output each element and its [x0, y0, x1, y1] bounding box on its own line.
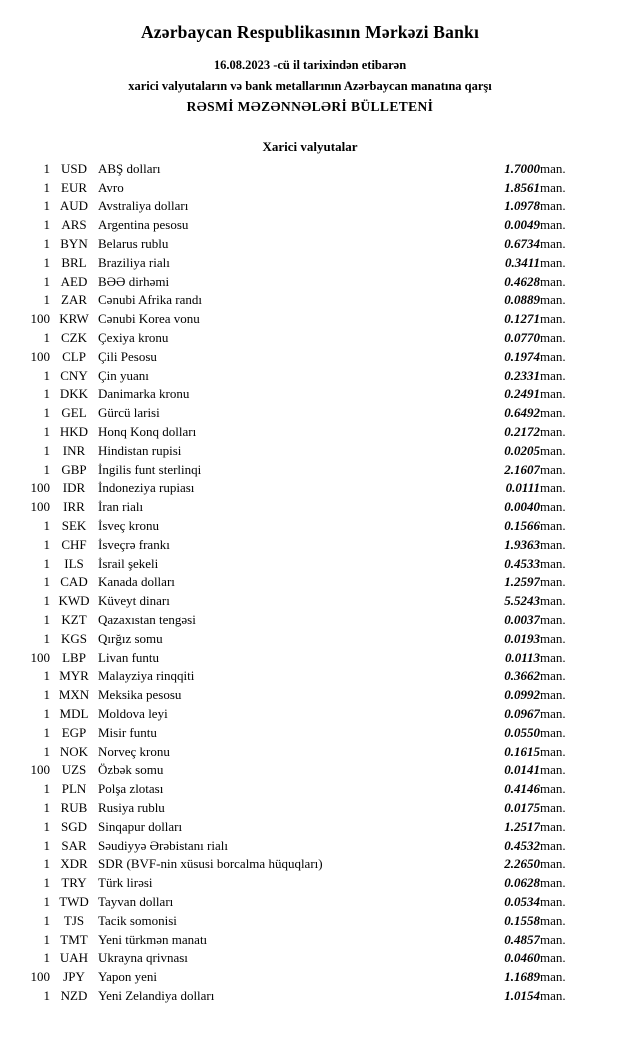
unit-cell: man. [540, 987, 566, 1003]
currency-code-cell: SEK [61, 518, 87, 534]
quantity-cell: 100 [30, 311, 50, 327]
currency-name-cell: İngilis funt sterlinqi [98, 461, 202, 477]
currency-code-cell: TMT [60, 931, 88, 947]
currency-name-cell: Rusiya rublu [98, 799, 165, 815]
currency-code-cell: CZK [61, 330, 87, 346]
quantity-cell: 1 [43, 461, 50, 477]
quantity-cell: 1 [43, 273, 50, 289]
quantity-cell: 1 [43, 706, 50, 721]
unit-cell: man. [540, 555, 566, 571]
currency-name-cell: Livan funtu [98, 649, 160, 665]
currency-name-cell: Gürcü larisi [98, 405, 160, 421]
unit-cell: man. [540, 236, 566, 252]
currency-name-cell: Malayziya rinqqiti [98, 668, 195, 684]
rate-value-cell: 0.0111 [505, 480, 540, 496]
rate-value-cell: 1.9363 [504, 536, 540, 552]
table-row [0, 498, 620, 517]
currency-name-cell: İndoneziya rupiası [98, 480, 195, 496]
table-row [0, 592, 620, 611]
table-row [0, 291, 620, 310]
unit-cell: man. [540, 950, 566, 966]
currency-name-cell: Avro [98, 179, 124, 195]
rate-value-cell: 0.0037 [504, 612, 540, 628]
currency-code-cell: TRY [61, 875, 87, 891]
unit-cell: man. [540, 931, 566, 947]
rate-value-cell: 0.0534 [504, 893, 540, 909]
unit-cell: man. [540, 160, 566, 176]
currency-code-cell: KRW [59, 311, 89, 327]
currency-name-cell: Sinqapur dolları [98, 818, 183, 834]
unit-cell: man. [540, 405, 566, 421]
currency-code-cell: USD [60, 160, 87, 176]
unit-cell: man. [540, 273, 566, 289]
table-row [0, 893, 620, 912]
table-row [0, 723, 620, 742]
rate-value-cell: 0.0992 [504, 687, 540, 703]
quantity-cell: 1 [43, 518, 50, 534]
rate-value-cell: 0.0040 [504, 499, 540, 515]
currency-name-cell: Türk lirəsi [98, 875, 153, 891]
currency-name-cell: Çin yuanı [98, 367, 149, 383]
rate-value-cell: 0.0205 [504, 442, 540, 458]
rate-value-cell: 0.1615 [504, 743, 540, 759]
table-row [0, 460, 620, 479]
bulletin-title: RƏSMİ MƏZƏNNƏLƏRİ BÜLLETENİ [186, 98, 434, 114]
currency-name-cell: BƏƏ dirhəmi [98, 273, 170, 289]
rate-value-cell: 0.1974 [504, 348, 540, 364]
currency-code-cell: LBP [62, 649, 86, 665]
quantity-cell: 1 [43, 254, 50, 270]
currency-name-cell: Cənubi Afrika randı [98, 292, 202, 308]
quantity-cell: 1 [43, 856, 50, 872]
rate-value-cell: 2.2650 [504, 856, 540, 872]
rate-value-cell: 0.6734 [504, 236, 540, 252]
table-row [0, 404, 620, 423]
currency-code-cell: INR [62, 442, 86, 458]
currency-code-cell: CLP [62, 348, 86, 364]
currency-code-cell: SGD [60, 818, 87, 834]
unit-cell: man. [540, 367, 566, 383]
rate-value-cell: 0.4533 [504, 555, 540, 571]
rate-value-cell: 0.0889 [504, 292, 540, 308]
quantity-cell: 1 [43, 818, 50, 834]
quantity-cell: 1 [43, 912, 50, 928]
table-row [0, 836, 620, 855]
table-row [0, 197, 620, 216]
unit-cell: man. [540, 480, 566, 496]
table-row [0, 761, 620, 780]
table-row [0, 423, 620, 442]
currency-name-cell: Tacik somonisi [98, 912, 177, 928]
currency-name-cell: Avstraliya dolları [98, 198, 189, 214]
table-row [0, 987, 620, 1006]
table-row [0, 366, 620, 385]
table-row [0, 817, 620, 836]
subject-line: xarici valyutaların və bank metallarının Azərbaycan manatına qarşı [128, 79, 492, 94]
unit-cell: man. [540, 198, 566, 214]
effective-date-line: 16.08.2023 -cü il tarixindən etibarən [213, 58, 407, 72]
unit-cell: man. [540, 875, 566, 891]
currency-name-cell: İsveçrə frankı [98, 536, 170, 552]
table-row [0, 253, 620, 272]
table-row [0, 178, 620, 197]
table-row [0, 329, 620, 348]
unit-cell: man. [540, 799, 566, 815]
rate-value-cell: 0.0049 [504, 217, 540, 233]
table-row [0, 742, 620, 761]
rate-value-cell: 0.4146 [504, 781, 540, 797]
table-row [0, 441, 620, 460]
unit-cell: man. [540, 649, 566, 665]
currency-name-cell: İsveç kronu [98, 518, 160, 534]
table-row [0, 554, 620, 573]
quantity-cell: 100 [30, 762, 50, 778]
currency-code-cell: XDR [60, 856, 88, 872]
quantity-cell: 100 [30, 969, 50, 985]
currency-name-cell: ABŞ dolları [98, 160, 161, 176]
unit-cell: man. [540, 762, 566, 778]
currency-code-cell: JPY [63, 969, 85, 985]
currency-code-cell: CNY [60, 367, 88, 383]
unit-cell: man. [540, 311, 566, 327]
rate-value-cell: 0.0967 [504, 706, 540, 721]
rate-value-cell: 0.0193 [504, 630, 540, 646]
table-row [0, 799, 620, 818]
unit-cell: man. [540, 668, 566, 684]
quantity-cell: 1 [43, 743, 50, 759]
quantity-cell: 1 [43, 330, 50, 346]
table-row [0, 160, 620, 179]
quantity-cell: 1 [43, 724, 50, 740]
unit-cell: man. [540, 254, 566, 270]
unit-cell: man. [540, 969, 566, 985]
quantity-cell: 1 [43, 950, 50, 966]
rate-value-cell: 0.1558 [504, 912, 540, 928]
currency-code-cell: EUR [61, 179, 87, 195]
quantity-cell: 100 [30, 480, 50, 496]
rate-value-cell: 1.8561 [504, 179, 540, 195]
quantity-cell: 1 [43, 630, 50, 646]
quantity-cell: 1 [43, 837, 50, 853]
currency-name-cell: İran rialı [98, 499, 144, 515]
quantity-cell: 1 [43, 179, 50, 195]
currency-name-cell: Cənubi Korea vonu [98, 311, 200, 327]
rate-value-cell: 0.3662 [504, 668, 540, 684]
currency-name-cell: Qazaxıstan tengəsi [98, 612, 196, 628]
currency-code-cell: BRL [61, 254, 87, 270]
currency-code-cell: GEL [61, 405, 87, 421]
rate-value-cell: 0.0141 [504, 762, 540, 778]
table-row [0, 479, 620, 498]
currency-code-cell: UAH [59, 950, 89, 966]
unit-cell: man. [540, 330, 566, 346]
currency-name-cell: Ukrayna qrivnası [98, 950, 188, 966]
table-row [0, 911, 620, 930]
currency-name-cell: Misir funtu [98, 724, 157, 740]
currency-code-cell: KGS [60, 630, 87, 646]
table-row [0, 385, 620, 404]
unit-cell: man. [540, 593, 566, 609]
table-row [0, 780, 620, 799]
table-row [0, 535, 620, 554]
quantity-cell: 1 [43, 292, 50, 308]
unit-cell: man. [540, 461, 566, 477]
table-row [0, 705, 620, 724]
currency-code-cell: TJS [63, 912, 85, 928]
bank-name: Azərbaycan Respublikasının Mərkəzi Bankı [140, 22, 480, 42]
exchange-rates-table-body [0, 160, 620, 1006]
currency-code-cell: NZD [60, 987, 88, 1003]
rate-value-cell: 0.0175 [504, 799, 540, 815]
table-row [0, 629, 620, 648]
unit-cell: man. [540, 574, 566, 590]
quantity-cell: 1 [43, 555, 50, 571]
unit-cell: man. [540, 893, 566, 909]
rate-value-cell: 1.0154 [504, 987, 540, 1003]
currency-name-cell: Özbək somu [98, 762, 164, 778]
currency-code-cell: BYN [60, 236, 88, 252]
unit-cell: man. [540, 442, 566, 458]
quantity-cell: 1 [43, 536, 50, 552]
table-row [0, 216, 620, 235]
table-row [0, 573, 620, 592]
currency-name-cell: Braziliya rialı [98, 254, 170, 270]
currency-code-cell: MXN [58, 687, 90, 703]
unit-cell: man. [540, 724, 566, 740]
rate-value-cell: 0.0460 [504, 950, 540, 966]
table-row [0, 686, 620, 705]
unit-cell: man. [540, 179, 566, 195]
currency-code-cell: KWD [58, 593, 90, 609]
currency-name-cell: Moldova leyi [98, 706, 168, 721]
unit-cell: man. [540, 217, 566, 233]
unit-cell: man. [540, 424, 566, 440]
currency-name-cell: Argentina pesosu [98, 217, 189, 233]
quantity-cell: 1 [43, 236, 50, 252]
currency-code-cell: MDL [59, 706, 89, 721]
table-row [0, 611, 620, 630]
unit-cell: man. [540, 837, 566, 853]
rate-value-cell: 1.0978 [504, 198, 540, 214]
currency-code-cell: UZS [61, 762, 87, 778]
currency-code-cell: CHF [61, 536, 87, 552]
currency-name-cell: Belarus rublu [98, 236, 169, 252]
currency-code-cell: ILS [64, 555, 84, 571]
unit-cell: man. [540, 912, 566, 928]
rate-value-cell: 1.2597 [504, 574, 540, 590]
quantity-cell: 1 [43, 987, 50, 1003]
currency-name-cell: SDR (BVF-nin xüsusi borcalma hüquqları) [98, 856, 323, 872]
unit-cell: man. [540, 630, 566, 646]
rate-value-cell: 1.2517 [504, 818, 540, 834]
currency-name-cell: Qırğız somu [98, 630, 163, 646]
rate-value-cell: 0.2491 [504, 386, 540, 402]
currency-name-cell: Hindistan rupisi [98, 442, 182, 458]
currency-code-cell: TWD [59, 893, 89, 909]
quantity-cell: 1 [43, 367, 50, 383]
quantity-cell: 1 [43, 931, 50, 947]
quantity-cell: 1 [43, 593, 50, 609]
unit-cell: man. [540, 743, 566, 759]
quantity-cell: 1 [43, 799, 50, 815]
unit-cell: man. [540, 856, 566, 872]
table-row [0, 667, 620, 686]
currency-name-cell: Kanada dolları [98, 574, 175, 590]
currency-code-cell: GBP [61, 461, 87, 477]
rate-value-cell: 1.1689 [504, 969, 540, 985]
currency-name-cell: Meksika pesosu [98, 687, 182, 703]
unit-cell: man. [540, 536, 566, 552]
currency-code-cell: CAD [60, 574, 88, 590]
rate-value-cell: 0.1566 [504, 518, 540, 534]
currency-code-cell: KZT [61, 612, 87, 628]
table-row [0, 272, 620, 291]
currency-code-cell: EGP [61, 724, 87, 740]
unit-cell: man. [540, 348, 566, 364]
rate-value-cell: 0.1271 [504, 311, 540, 327]
currency-name-cell: Yapon yeni [98, 969, 157, 985]
currency-name-cell: Çili Pesosu [98, 348, 157, 364]
table-row [0, 347, 620, 366]
section-title: Xarici valyutalar [262, 138, 358, 154]
currency-name-cell: Səudiyyə Ərəbistanı rialı [98, 837, 228, 853]
quantity-cell: 1 [43, 424, 50, 440]
currency-name-cell: Honq Konq dolları [98, 424, 197, 440]
currency-name-cell: Tayvan dolları [98, 893, 174, 909]
quantity-cell: 1 [43, 386, 50, 402]
currency-name-cell: Norveç kronu [98, 743, 170, 759]
quantity-cell: 100 [30, 348, 50, 364]
rate-value-cell: 0.6492 [504, 405, 540, 421]
unit-cell: man. [540, 518, 566, 534]
currency-name-cell: İsrail şekeli [98, 555, 159, 571]
quantity-cell: 1 [43, 405, 50, 421]
exchange-rates-table [0, 160, 620, 1006]
quantity-cell: 100 [30, 649, 50, 665]
rate-value-cell: 0.0628 [504, 875, 540, 891]
rate-value-cell: 0.4857 [504, 931, 540, 947]
currency-code-cell: ZAR [61, 292, 87, 308]
quantity-cell: 1 [43, 442, 50, 458]
currency-code-cell: ARS [61, 217, 87, 233]
currency-name-cell: Danimarka kronu [98, 386, 190, 402]
unit-cell: man. [540, 706, 566, 721]
currency-code-cell: IDR [62, 480, 86, 496]
rate-value-cell: 0.2172 [504, 424, 540, 440]
rate-value-cell: 0.0770 [504, 330, 540, 346]
rate-value-cell: 0.3411 [504, 254, 540, 270]
table-row [0, 648, 620, 667]
quantity-cell: 1 [43, 893, 50, 909]
rate-value-cell: 5.5243 [504, 593, 540, 609]
currency-code-cell: IRR [63, 499, 85, 515]
currency-code-cell: DKK [59, 386, 89, 402]
table-row [0, 874, 620, 893]
quantity-cell: 1 [43, 160, 50, 176]
currency-name-cell: Yeni Zelandiya dolları [98, 987, 215, 1003]
table-row [0, 310, 620, 329]
currency-code-cell: AUD [59, 198, 89, 214]
rate-value-cell: 1.7000 [504, 160, 540, 176]
unit-cell: man. [540, 818, 566, 834]
quantity-cell: 1 [43, 668, 50, 684]
quantity-cell: 1 [43, 198, 50, 214]
currency-name-cell: Yeni türkmən manatı [98, 931, 208, 947]
quantity-cell: 1 [43, 875, 50, 891]
table-row [0, 235, 620, 254]
quantity-cell: 1 [43, 612, 50, 628]
unit-cell: man. [540, 499, 566, 515]
unit-cell: man. [540, 386, 566, 402]
currency-code-cell: AED [60, 273, 88, 289]
bulletin-header [0, 22, 620, 115]
quantity-cell: 100 [30, 499, 50, 515]
quantity-cell: 1 [43, 687, 50, 703]
currency-name-cell: Küveyt dinarı [98, 593, 170, 609]
currency-code-cell: NOK [59, 743, 89, 759]
rate-value-cell: 0.2331 [504, 367, 540, 383]
unit-cell: man. [540, 687, 566, 703]
rate-value-cell: 0.4628 [504, 273, 540, 289]
currency-code-cell: PLN [61, 781, 87, 797]
rate-value-cell: 0.0550 [504, 724, 540, 740]
currency-name-cell: Çexiya kronu [98, 330, 169, 346]
currency-code-cell: MYR [59, 668, 89, 684]
rate-value-cell: 2.1607 [504, 461, 540, 477]
quantity-cell: 1 [43, 217, 50, 233]
unit-cell: man. [540, 612, 566, 628]
table-row [0, 949, 620, 968]
rate-value-cell: 0.0113 [504, 649, 540, 665]
table-row [0, 930, 620, 949]
unit-cell: man. [540, 292, 566, 308]
quantity-cell: 1 [43, 574, 50, 590]
unit-cell: man. [540, 781, 566, 797]
currency-code-cell: RUB [60, 799, 88, 815]
rate-value-cell: 0.4532 [504, 837, 540, 853]
table-row [0, 968, 620, 987]
table-row [0, 517, 620, 536]
currency-code-cell: SAR [61, 837, 87, 853]
table-row [0, 855, 620, 874]
quantity-cell: 1 [43, 781, 50, 797]
currency-name-cell: Polşa zlotası [98, 781, 164, 797]
currency-code-cell: HKD [59, 424, 89, 440]
